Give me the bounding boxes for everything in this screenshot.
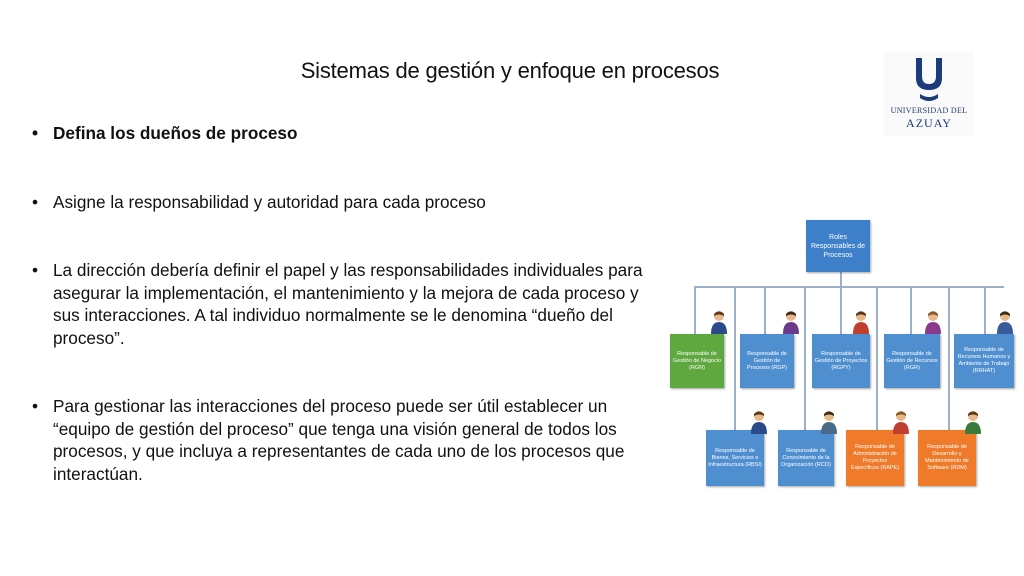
- connector-line: [840, 286, 842, 334]
- bullet-item: • Para gestionar las interacciones del proceso puede ser útil establecer un “equipo de gestión del proceso” que tenga una visión general de todos los procesos, y que incluya a representantes de cada uno de los procesos que interactúan.: [32, 395, 652, 485]
- connector-line: [910, 286, 912, 334]
- org-box-rgpy: Responsable de Gestión de Proyectos (RGPY): [812, 334, 870, 388]
- logo-line-1: UNIVERSIDAD DEL: [890, 106, 968, 115]
- org-box-rgn: Responsable de Gestión de Negocio (RGN): [670, 334, 724, 388]
- connector-line: [876, 286, 878, 430]
- org-box-rco: Responsable de Conocimiento de la Organización (RCO): [778, 430, 834, 486]
- person-icon: [964, 410, 982, 434]
- logo-line-2: AZUAY: [906, 116, 952, 130]
- university-logo: [884, 52, 974, 136]
- person-icon: [852, 310, 870, 334]
- person-icon: [924, 310, 942, 334]
- org-top-box: Roles Responsables de Procesos: [806, 220, 870, 272]
- person-icon: [892, 410, 910, 434]
- bullet-item: • Defina los dueños de proceso: [32, 122, 652, 145]
- slide-title: Sistemas de gestión y enfoque en procesos: [300, 58, 720, 83]
- org-box-rape: Responsable de Administración de Proyectos Específicos (RAPE): [846, 430, 904, 486]
- connector-line: [694, 286, 1004, 288]
- bullet-list: [32, 122, 652, 485]
- org-box-rbsi: Responsable de Bienes, Servicios e Infraestructura (RBSI): [706, 430, 764, 486]
- university-emblem-icon: [912, 56, 946, 104]
- org-box-rgp: Responsable de Gestión de Procesos (RGP): [740, 334, 794, 388]
- connector-line: [764, 286, 766, 334]
- person-icon: [750, 410, 768, 434]
- org-box-rdm: Responsable de Desarrollo y Mantenimiento de Software (RDM): [918, 430, 976, 486]
- connector-line: [734, 286, 736, 430]
- person-icon: [820, 410, 838, 434]
- connector-line: [984, 286, 986, 334]
- person-icon: [996, 310, 1014, 334]
- person-icon: [782, 310, 800, 334]
- org-box-rgr: Responsable de Gestión de Recursos (RGR): [884, 334, 940, 388]
- connector-line: [840, 272, 842, 286]
- person-icon: [710, 310, 728, 334]
- connector-line: [948, 286, 950, 430]
- bullet-item: • Asigne la responsabilidad y autoridad para cada proceso: [32, 191, 652, 214]
- bullet-item: • La dirección debería definir el papel y las responsabilidades individuales para asegurar la implementación, el mantenimiento y la mejora de cada proceso y sus interacciones. A tal individuo normalmente se le denomina “dueño del proceso”.: [32, 259, 652, 349]
- connector-line: [694, 286, 696, 334]
- connector-line: [804, 286, 806, 430]
- org-box-rrhat: Responsable de Recursos Humanos y Ambiente de Trabajo (RRHAT): [954, 334, 1014, 388]
- org-chart: [664, 214, 1020, 494]
